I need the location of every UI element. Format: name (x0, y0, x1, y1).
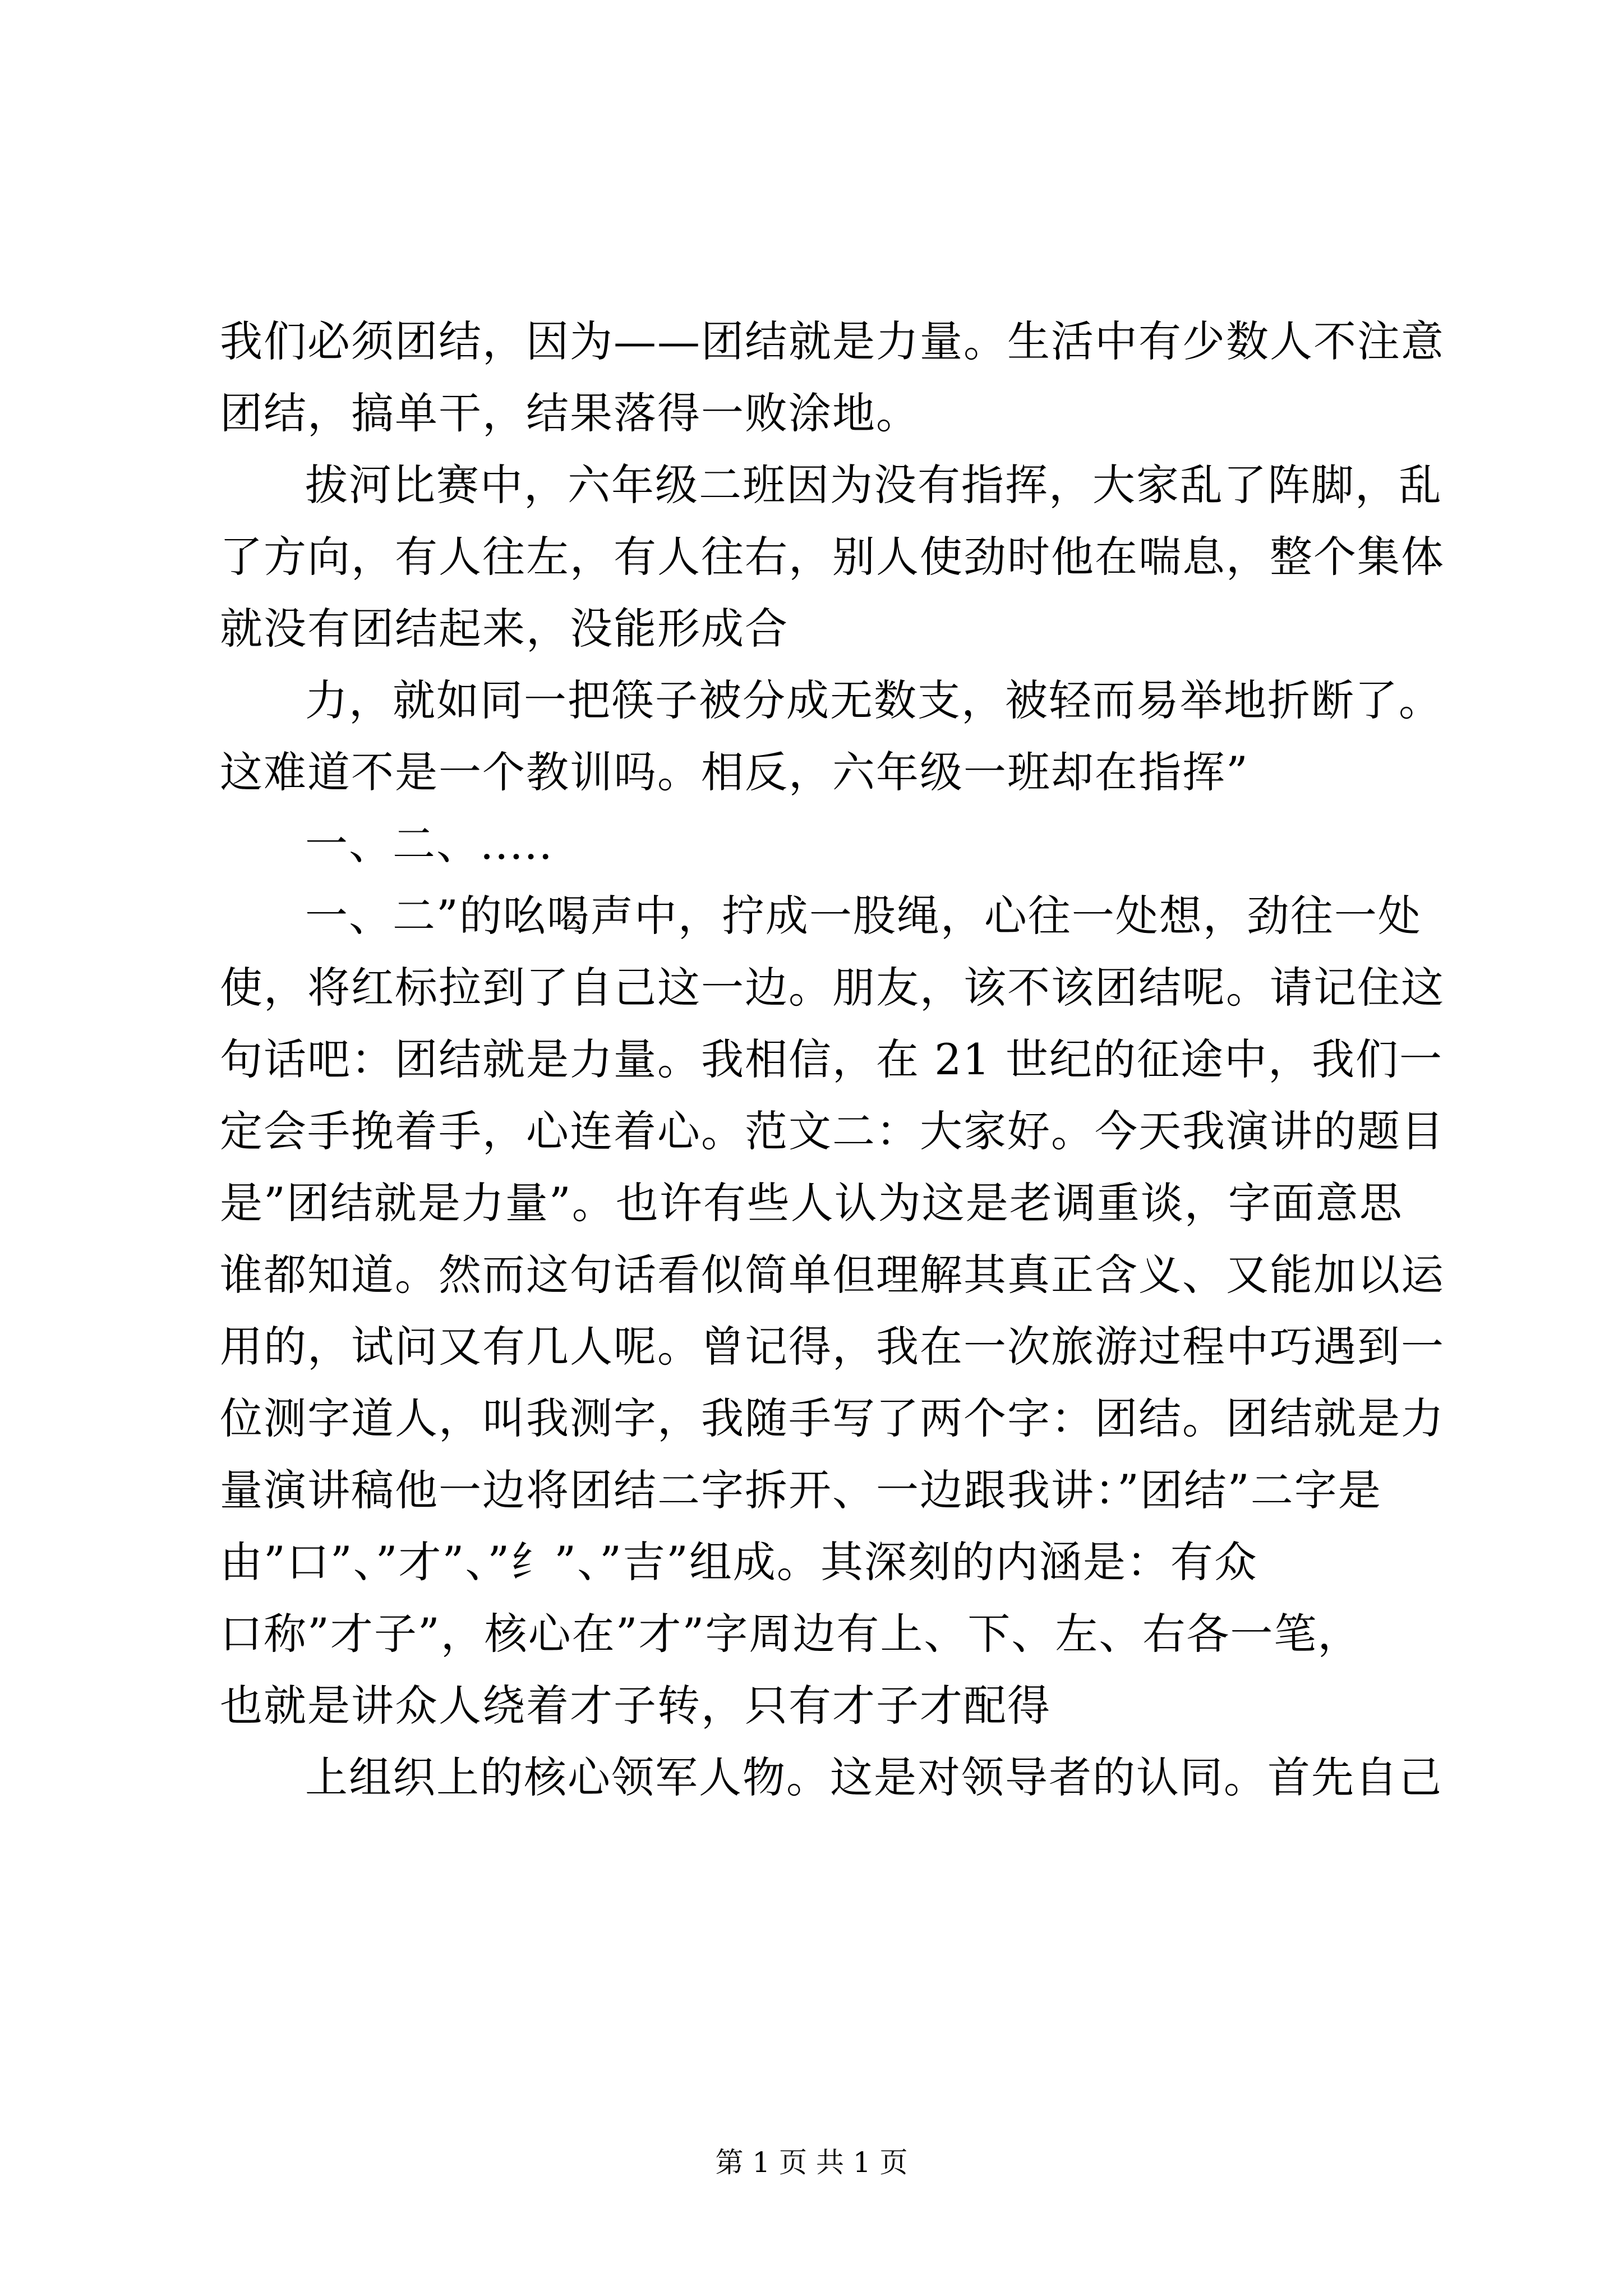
text-line: 了方向，有人往左，有人往右，别人使劲时他在喘息，整个集体 (220, 532, 1445, 582)
text-line: 一、二”的吆喝声中，拧成一股绳，心往一处想，劲往一处 (305, 891, 1422, 941)
page-footer: 第 1 页 共 1 页 (715, 2146, 908, 2179)
text-line: 上组织上的核心领军人物。这是对领导者的认同。首先自己 (305, 1752, 1442, 1802)
text-line: 一、二、..... (305, 819, 554, 869)
text-line: 定会手挽着手，心连着心。范文二：大家好。今天我演讲的题目 (220, 1106, 1445, 1156)
text-line: 口称”才子”，核心在”才”字周边有上、下、左、右各一笔， (220, 1609, 1362, 1659)
text-line: 是”团结就是力量”。也许有些人认为这是老调重谈，字面意思 (220, 1178, 1403, 1228)
text-line: 由”口”、”才”、”纟”、”吉”组成。其深刻的内涵是：有众 (220, 1537, 1258, 1587)
text-line: 力，就如同一把筷子被分成无数支，被轻而易举地折断了。 (305, 675, 1442, 725)
body-text (220, 306, 1445, 1814)
text-line: 用的，试问又有几人呢。曾记得，我在一次旅游过程中巧遇到一 (220, 1322, 1445, 1372)
text-line: 句话吧：团结就是力量。我相信，在 21 世纪的征途中，我们一 (220, 1034, 1444, 1084)
text-line: 我们必须团结，因为——团结就是力量。生活中有少数人不注意 (220, 316, 1445, 366)
text-line: 就没有团结起来，没能形成合 (220, 604, 789, 654)
text-line: 团结，搞单干，结果落得一败涂地。 (220, 388, 920, 438)
text-line: 使，将红标拉到了自己这一边。朋友，该不该团结呢。请记住这 (220, 963, 1445, 1013)
text-line: 也就是讲众人绕着才子转，只有才子才配得 (220, 1681, 1051, 1731)
text-line: 拔河比赛中，六年级二班因为没有指挥，大家乱了阵脚，乱 (305, 460, 1442, 510)
text-line: 谁都知道。然而这句话看似简单但理解其真正含义、又能加以运 (220, 1250, 1445, 1300)
text-line: 位测字道人，叫我测字，我随手写了两个字：团结。团结就是力 (220, 1393, 1445, 1443)
text-line: 这难道不是一个教训吗。相反，六年级一班却在指挥” (220, 747, 1249, 797)
text-line: 量演讲稿他一边将团结二字拆开、一边跟我讲：”团结”二字是 (220, 1465, 1382, 1515)
